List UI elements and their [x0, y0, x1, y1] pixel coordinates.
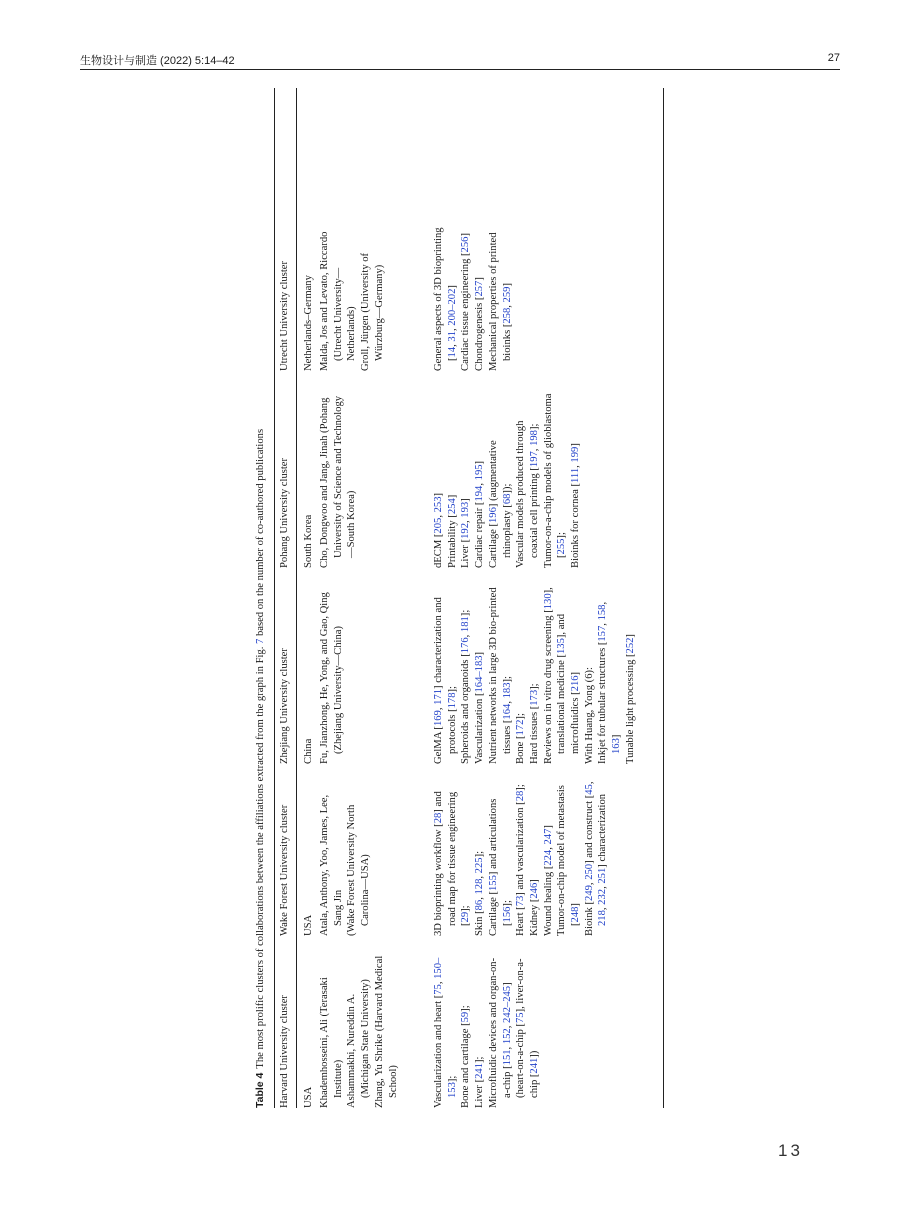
- cell-text: ,: [446, 325, 458, 331]
- cell-text: Groll, Jürgen (University of Würzburg—Germany): [360, 252, 385, 371]
- citation-link[interactable]: 249: [583, 885, 595, 901]
- cell-text: ]: [446, 285, 458, 289]
- publisher-logo: 13: [778, 1141, 803, 1160]
- citation-link[interactable]: 29: [460, 911, 472, 923]
- cell-text: ] characterization: [597, 793, 609, 868]
- citation-link[interactable]: 173: [528, 689, 540, 706]
- cell-text: ], liver-on-a-chip [: [515, 958, 540, 1098]
- cell-text: ,: [597, 601, 609, 605]
- list-item: [514, 392, 541, 568]
- cell-text: ,: [570, 462, 582, 468]
- cell-text: Nutrient networks in large 3D bio-printed tissues [: [487, 587, 513, 764]
- topics-cell: [432, 581, 638, 764]
- list-item: [487, 778, 514, 936]
- citation-link[interactable]: 199: [570, 446, 582, 463]
- citation-link[interactable]: 157: [597, 625, 609, 642]
- table-label: Table 4: [254, 1072, 266, 1108]
- cell-text: 3D bioprinting workflow [: [433, 823, 444, 936]
- cell-text: ,: [460, 632, 472, 638]
- list-item: [487, 953, 542, 1108]
- list-item: [446, 392, 460, 568]
- cell-text: Tumor-on-a-chip models of glioblastoma [: [542, 393, 568, 568]
- citation-link[interactable]: 250: [583, 863, 595, 880]
- citation-link[interactable]: 232: [597, 888, 609, 905]
- list-item: [459, 392, 473, 568]
- cell-text: ] and vascularization [: [515, 801, 527, 896]
- cell-text: ]: [611, 734, 623, 739]
- people-cell: [318, 778, 373, 936]
- page-number: 27: [827, 52, 840, 64]
- citation-link[interactable]: 197: [528, 451, 540, 468]
- cell-text: Reviews on in vitro drug screening [: [542, 609, 554, 764]
- citation-link[interactable]: 254: [446, 498, 458, 515]
- citation-link[interactable]: 151: [501, 1049, 513, 1066]
- list-item: [359, 221, 386, 371]
- citation-link[interactable]: 155: [487, 875, 499, 891]
- citation-link[interactable]: 28: [433, 812, 444, 824]
- citation-link[interactable]: 73: [515, 895, 527, 907]
- column-header-harvard: Harvard University cluster: [279, 995, 290, 1108]
- cell-text: Skin [: [474, 910, 486, 936]
- list-item: [459, 953, 473, 1108]
- cell-text: ]: [570, 443, 582, 447]
- citation-link[interactable]: 128: [474, 878, 486, 895]
- cell-text: ];: [501, 676, 513, 683]
- topics-cell: [432, 221, 514, 371]
- citation-link[interactable]: 31: [446, 330, 458, 342]
- citation-link[interactable]: 258: [501, 307, 513, 324]
- cell-text: ];: [515, 784, 527, 791]
- cell-text: Hard tissues [: [528, 705, 540, 764]
- citation-link[interactable]: 241: [528, 1057, 540, 1074]
- cell-text: Bioinks for cornea [: [570, 482, 582, 568]
- cell-text: dECM [: [433, 533, 444, 568]
- citation-link[interactable]: 28: [515, 790, 527, 802]
- cell-text: Heart [: [515, 906, 527, 936]
- citation-link[interactable]: 198: [528, 430, 540, 446]
- citation-link[interactable]: 164–183: [474, 655, 486, 693]
- citation-link[interactable]: 130: [542, 593, 554, 610]
- cell-text: Liver [: [474, 1078, 486, 1108]
- citation-link[interactable]: 150–153: [433, 957, 458, 1098]
- citation-link[interactable]: 163: [611, 738, 623, 754]
- list-item: [542, 778, 556, 936]
- cell-text: Cartilage [: [487, 890, 499, 936]
- citation-link[interactable]: 156: [501, 906, 513, 923]
- citation-link[interactable]: 68: [501, 493, 513, 505]
- list-item: [318, 581, 345, 764]
- cell-text: ]);: [501, 483, 513, 494]
- cell-text: ,: [460, 517, 472, 523]
- cell-text: ];: [460, 609, 472, 617]
- cell-text: ];: [474, 1056, 486, 1063]
- people-cell: [318, 221, 387, 371]
- list-item: [345, 953, 372, 1108]
- list-item: [542, 392, 569, 568]
- list-item: [473, 392, 487, 568]
- list-item: [542, 581, 583, 764]
- cell-text: ]): [528, 1050, 540, 1058]
- cell-text: ] and construct [: [583, 794, 595, 864]
- table-bottom-rule: [663, 88, 664, 1108]
- cell-text: ], and microfluidics [: [556, 613, 582, 754]
- cell-text: ], translational medicine [: [542, 587, 568, 754]
- cell-text: Inkjet for tubular structures [: [597, 641, 609, 764]
- citation-link[interactable]: 152: [501, 1028, 513, 1045]
- cell-text: ]: [570, 671, 582, 676]
- citation-link[interactable]: 246: [528, 882, 540, 899]
- cell-text: With Huang, Yong (6):: [583, 667, 595, 764]
- cell-text: ];: [460, 1005, 472, 1012]
- citation-link[interactable]: 194: [474, 485, 486, 502]
- cell-text: ]: [460, 233, 472, 237]
- citation-link[interactable]: 259: [501, 286, 513, 303]
- cell-text: ,: [528, 445, 540, 452]
- cell-text: ] and road map for tissue engineering [: [433, 791, 472, 926]
- cell-text: ];: [515, 713, 527, 720]
- citation-link[interactable]: 247: [542, 828, 554, 845]
- list-item: [528, 581, 542, 764]
- cell-text: ,: [474, 873, 486, 879]
- list-item: [569, 392, 583, 568]
- cell-text: ,: [501, 302, 513, 308]
- citation-link[interactable]: 75: [515, 1012, 527, 1023]
- citation-link[interactable]: 195: [474, 464, 486, 481]
- cell-text: Malda, Jos and Levato, Riccardo (Utrecht University—Netherlands): [319, 231, 358, 371]
- list-item: [459, 221, 473, 371]
- citation-link[interactable]: 225: [474, 857, 486, 874]
- citation-link[interactable]: 172: [515, 719, 527, 736]
- list-item: [432, 392, 446, 568]
- cell-text: Liver [: [460, 538, 472, 568]
- list-item: [514, 778, 528, 936]
- cell-text: ];: [474, 850, 486, 858]
- cell-text: Khademhosseini, Ali (Terasaki Institute): [319, 977, 344, 1108]
- citation-link[interactable]: 59: [460, 1011, 472, 1023]
- cell-text: ]: [460, 498, 472, 502]
- citation-link[interactable]: 205: [433, 517, 444, 534]
- cell-text: ];: [446, 686, 458, 693]
- list-item: [345, 778, 372, 936]
- cell-text: ]: [433, 492, 444, 497]
- cell-text: ,: [501, 698, 513, 704]
- list-item: [514, 581, 528, 764]
- column-header-pohang: Pohang University cluster: [279, 457, 290, 568]
- citation-link[interactable]: 196: [487, 507, 499, 523]
- figure-link[interactable]: 7: [255, 638, 266, 644]
- cell-text: Microfluidic devices and organ-on-a-chip [: [487, 957, 513, 1108]
- topics-cell: [432, 392, 583, 568]
- list-item: [528, 778, 542, 936]
- table-top-rule: [274, 88, 275, 1108]
- country-wake-forest: USA: [303, 914, 314, 936]
- cell-text: ,: [597, 904, 609, 911]
- list-item: [432, 953, 459, 1108]
- cell-text: Kidney [: [528, 898, 540, 936]
- citation-link[interactable]: 183: [501, 682, 513, 699]
- header-rule: [80, 69, 840, 70]
- cell-text: ,: [501, 1044, 513, 1050]
- cell-text: ,: [474, 894, 486, 900]
- running-head: [80, 52, 840, 68]
- list-item: [373, 953, 400, 1108]
- cell-text: ]: [474, 277, 486, 281]
- cell-text: Cartilage [: [487, 522, 499, 568]
- cell-text: Spheroids and organoids [: [460, 653, 472, 764]
- cell-text: ,: [583, 781, 595, 785]
- citation-link[interactable]: 256: [460, 236, 472, 253]
- list-item: [583, 581, 597, 764]
- list-item: [583, 778, 610, 936]
- list-item: [473, 221, 487, 371]
- cell-text: ]: [624, 634, 636, 638]
- cell-text: ];: [528, 423, 540, 431]
- table-caption: [254, 88, 268, 1108]
- journal-citation: 生物设计与制造 (2022) 5:14–42: [80, 55, 235, 67]
- citation-link[interactable]: 242–245: [501, 985, 513, 1023]
- topics-cell: [432, 953, 542, 1108]
- citation-link[interactable]: 176: [460, 637, 472, 654]
- cell-text: ,: [597, 620, 609, 626]
- cell-text: General aspects of 3D bioprinting [: [433, 227, 458, 371]
- cell-text: Fu, Jianzhong, He, Yong, and Gao, Qing (Zhejiang University—China): [319, 592, 344, 764]
- citation-link[interactable]: 252: [624, 637, 636, 654]
- cell-text: Bone and cartilage [: [460, 1022, 472, 1108]
- citation-link[interactable]: 253: [433, 496, 444, 513]
- list-item: [487, 392, 514, 568]
- cell-text: ];: [460, 905, 472, 912]
- cell-text: Atala, Anthony, Yoo, James, Lee, Sang Jin: [319, 794, 344, 936]
- caption-text-1: The most prolific clusters of collaborations between the affiliations extracted from the graph in Fig.: [255, 646, 266, 1069]
- rotated-table: [252, 88, 692, 1108]
- list-item: [473, 581, 487, 764]
- cell-text: ]: [542, 825, 554, 829]
- cell-text: ,: [433, 704, 444, 711]
- caption-text-2: based on the number of co-authored publications: [255, 428, 266, 637]
- cell-text: Zhang, Yu Shrike (Harvard Medical School): [373, 955, 399, 1108]
- citation-link[interactable]: 216: [570, 675, 582, 692]
- cell-text: Printability [: [446, 514, 458, 568]
- cell-text: ,: [474, 480, 486, 486]
- cell-text: ,: [542, 844, 554, 850]
- cell-text: Cho, Dongwoo and Jang, Jinah (Pohang University of Science and Technology—South Korea): [319, 395, 358, 568]
- cell-text: Vascularization and heart [: [433, 994, 444, 1108]
- cell-text: Vascularization [: [474, 692, 486, 764]
- column-header-utrecht: Utrecht University cluster: [279, 260, 290, 371]
- cell-text: ]: [528, 879, 540, 883]
- citation-link[interactable]: 241: [474, 1062, 486, 1079]
- cell-text: Cardiac tissue engineering [: [460, 252, 472, 371]
- list-item: [624, 581, 638, 764]
- citation-link[interactable]: 248: [570, 906, 582, 923]
- cell-text: ];: [528, 683, 540, 690]
- list-item: [318, 392, 359, 568]
- list-item: [318, 953, 345, 1108]
- citation-link[interactable]: 45: [583, 784, 595, 795]
- citation-link[interactable]: 257: [474, 280, 486, 297]
- cell-text: ,: [433, 978, 444, 985]
- cell-text: Vascular models produced through coaxial cell printing [: [515, 420, 540, 568]
- column-header-wake-forest: Wake Forest University cluster: [279, 804, 290, 936]
- citation-link[interactable]: 75: [433, 984, 444, 995]
- citation-link[interactable]: 192: [460, 522, 472, 539]
- citation-link[interactable]: 164: [501, 703, 513, 720]
- cell-text: ] (heart-on-a-chip [: [501, 982, 527, 1098]
- citation-link[interactable]: 181: [460, 616, 472, 633]
- cell-text: GelMA [: [433, 726, 444, 764]
- list-item: [555, 778, 582, 936]
- cell-text: ];: [446, 1075, 458, 1083]
- cell-text: (Wake Forest University North Carolina—USA): [346, 804, 372, 936]
- cell-text: Tunable light processing [: [624, 653, 636, 764]
- cell-text: Cardiac repair [: [474, 501, 486, 568]
- cell-text: Tumor-on-chip model of metastasis [: [556, 785, 582, 936]
- cell-text: ] (augmentative rhinoplasty [: [487, 440, 513, 558]
- cell-text: ,: [446, 341, 458, 347]
- cell-text: ,: [433, 512, 444, 518]
- citation-link[interactable]: 111: [570, 467, 582, 483]
- cell-text: ];: [556, 532, 568, 539]
- cell-text: Ashammakhi, Nureddin A. (Michigan State University): [346, 979, 372, 1108]
- citation-link[interactable]: 255: [556, 538, 568, 555]
- cell-text: Chondrogenesis [: [474, 296, 486, 371]
- people-cell: [318, 392, 359, 568]
- country-harvard: USA: [303, 1086, 314, 1108]
- people-cell: [318, 953, 400, 1108]
- column-header-zhejiang: Zhejiang University cluster: [279, 648, 290, 764]
- cell-text: ,: [597, 883, 609, 889]
- table-header-rule: [296, 88, 297, 1108]
- list-item: [432, 778, 473, 936]
- citation-link[interactable]: 224: [542, 849, 554, 866]
- citation-link[interactable]: 158: [597, 604, 609, 621]
- cell-text: ]: [474, 460, 486, 465]
- cell-text: ]: [570, 903, 582, 907]
- cell-text: ,: [583, 879, 595, 886]
- list-item: [318, 778, 345, 936]
- citation-link[interactable]: 169: [433, 710, 444, 727]
- citation-link[interactable]: 193: [460, 501, 472, 518]
- country-pohang: South Korea: [303, 514, 314, 568]
- topics-cell: [432, 778, 610, 936]
- citation-link[interactable]: 14: [446, 346, 458, 358]
- list-item: [473, 953, 487, 1108]
- cell-text: ]: [446, 494, 458, 499]
- cell-text: Bone [: [515, 735, 527, 764]
- cell-text: ,: [501, 1022, 513, 1029]
- citation-link[interactable]: 171: [433, 688, 444, 705]
- list-item: [459, 581, 473, 764]
- cell-text: ]: [474, 651, 486, 656]
- cell-text: Bioink [: [583, 900, 595, 936]
- list-item: [473, 778, 487, 936]
- cell-text: Mechanical properties of printed bioinks [: [487, 232, 513, 371]
- country-zhejiang: China: [303, 738, 314, 764]
- list-item: [432, 581, 459, 764]
- people-cell: [318, 581, 345, 764]
- citation-link[interactable]: 200–202: [446, 288, 458, 326]
- cell-text: ]: [501, 283, 513, 287]
- list-item: [487, 221, 514, 371]
- citation-link[interactable]: 218: [597, 910, 609, 926]
- cell-text: ] and articulations [: [487, 798, 513, 926]
- cell-text: ];: [501, 900, 513, 907]
- cell-text: Wound healing [: [542, 865, 554, 936]
- list-item: [318, 221, 359, 371]
- country-utrecht: Netherlands–Germany: [303, 275, 314, 371]
- citation-link[interactable]: 135: [556, 638, 568, 654]
- citation-link[interactable]: 178: [446, 692, 458, 709]
- list-item: [596, 581, 623, 764]
- list-item: [432, 221, 459, 371]
- list-item: [487, 581, 514, 764]
- cell-text: ] characterization and protocols [: [433, 597, 458, 754]
- citation-link[interactable]: 86: [474, 899, 486, 911]
- citation-link[interactable]: 251: [597, 867, 609, 884]
